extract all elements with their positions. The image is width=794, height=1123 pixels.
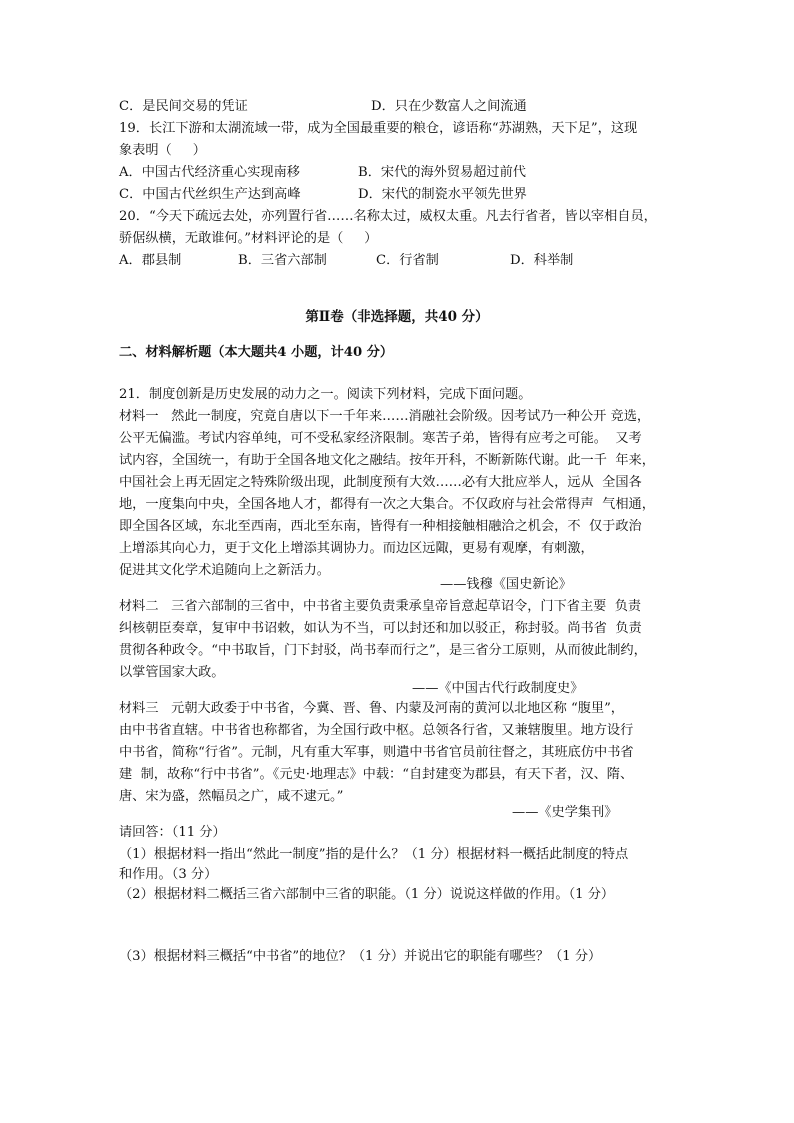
material1-line: 公平无偏滥。考试内容单纯，可不受私家经济限制。寒苦子弟，皆得有应考之可能。 又考 <box>119 431 642 446</box>
q20-option-d: D．科举制 <box>510 253 574 268</box>
q19-option-a: A．中国古代经济重心实现南移 <box>119 165 300 180</box>
material3-line: 由中书省直辖。中书省也称都省，为全国行政中枢。总领各行省，又兼辖腹里。地方设行 <box>119 723 634 738</box>
q20-option-b: B．三省六部制 <box>238 253 327 268</box>
sub-question-2: （2）根据材料二概括三省六部制中三省的职能。（1 分）说说这样做的作用。（1 分） <box>119 887 615 902</box>
material2-source: ——《中国古代行政制度史》 <box>412 681 584 696</box>
material3-line: 唐、宋为盛，然幅员之广，咸不逮元。” <box>119 789 344 804</box>
material1-line: 即全国各区域，东北至西南，西北至东南，皆得有一种相接触相融洽之机会，不 仅于政治 <box>119 519 642 534</box>
answer-request: 请回答：（11 分） <box>119 825 226 840</box>
q20-option-c: C．行省制 <box>376 253 439 268</box>
q18-option-c: C．是民间交易的凭证 <box>119 99 248 114</box>
material2-line: 以掌管国家大政。 <box>119 665 225 680</box>
q20-stem-line1: 20．“今天下疏远去处，亦列置行省……名称太过，威权太重。凡去行省者，皆以宰相自员， <box>119 209 657 224</box>
material2-line: 贯彻各种政令。“中书取旨，门下封驳，尚书奉而行之”，是三省分工原则，从而彼此制约， <box>119 643 647 658</box>
material1-source: ——钱穆《国史新论》 <box>440 577 572 592</box>
q19-option-c: C．中国古代丝织生产达到高峰 <box>119 187 301 202</box>
material2-line: 纠核朝臣奏章，复审中书诏敕，如认为不当，可以封还和加以驳正，称封驳。尚书省 负责 <box>119 621 642 636</box>
q21-intro: 21．制度创新是历史发展的动力之一。阅读下列材料，完成下面问题。 <box>119 387 532 402</box>
material1-line: 地，一度集向中央，全国各地人才，都得有一次之大集合。不仅政府与社会常得声 气相通， <box>119 497 655 512</box>
part2-title: 第Ⅱ卷（非选择题，共40 分） <box>305 309 489 325</box>
q19-option-b: B．宋代的海外贸易超过前代 <box>358 165 526 180</box>
sub-question-1-line1: （1）根据材料一指出“然此一制度”指的是什么？（1 分）根据材料一概括此制度的特点 <box>119 847 629 862</box>
q18-option-d: D．只在少数富人之间流通 <box>371 99 527 114</box>
material1-line: 材料一 然此一制度，究竟自唐以下一千年来……消融社会阶级。因考试乃一种公开 竞选， <box>119 409 651 424</box>
section2-heading: 二、材料解析题（本大题共4 小题，计40 分） <box>119 345 394 360</box>
q19-stem-line2: 象表明（ ） <box>119 143 206 158</box>
material3-source: ——《史学集刊》 <box>512 805 618 820</box>
material1-line: 上增添其向心力，更于文化上增添其调协力。而边区远陬，更易有观摩，有刺激， <box>119 541 594 556</box>
material3-line: 建 制，故称“行中书省”。《元史·地理志》中载：“自封建变为郡县，有天下者，汉、隋、 <box>119 767 634 782</box>
sub-question-1-line2: 和作用。（3 分） <box>119 867 218 882</box>
material3-line: 中书省，简称“行省”。元制，凡有重大军事，则遣中书省官员前往督之，其班底仿中书省 <box>119 745 634 760</box>
q20-option-a: A．郡县制 <box>119 253 182 268</box>
material1-line: 中国社会上再无固定之特殊阶级出现，此制度预有大效……必有大批应举人，远从 全国各 <box>119 475 642 490</box>
q20-stem-line2: 骄倨纵横，无敢谁何。”材料评论的是（ ） <box>119 231 378 246</box>
material2-line: 材料二 三省六部制的三省中，中书省主要负责秉承皇帝旨意起草诏令，门下省主要 负责 <box>119 599 642 614</box>
q19-option-d: D．宋代的制瓷水平领先世界 <box>358 187 527 202</box>
material1-line: 试内容，全国统一，有助于全国各地文化之融结。按年开科，不断新陈代谢。此一千 年来， <box>119 453 655 468</box>
material1-line: 促进其文化学术追随向上之新活力。 <box>119 563 330 578</box>
sub-question-3: （3）根据材料三概括“中书省”的地位？（1 分）并说出它的职能有哪些？（1 分） <box>119 949 602 964</box>
q19-stem-line1: 19．长江下游和太湖流域一带，成为全国最重要的粮仓，谚语称“苏湖熟，天下足”，这现 <box>119 121 638 136</box>
material3-line: 材料三 元朝大政委于中书省，今冀、晋、鲁、内蒙及河南的黄河以北地区称 “腹里”， <box>119 701 624 716</box>
